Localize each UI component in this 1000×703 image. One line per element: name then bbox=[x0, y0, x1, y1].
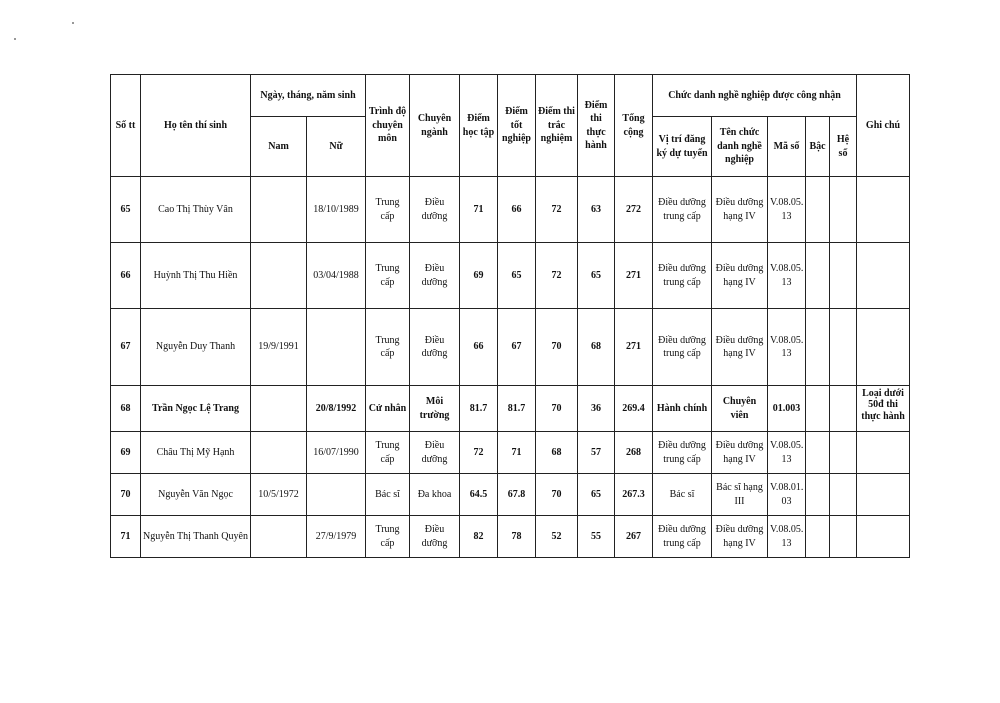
row-grad: 66 bbox=[498, 177, 536, 243]
row-note-text: Loại dưới 50đ thi thực hành bbox=[861, 387, 905, 422]
row-test: 68 bbox=[536, 432, 578, 474]
row-coef bbox=[830, 474, 857, 516]
row-title: Điều dưỡng hạng IV bbox=[712, 177, 768, 243]
row-level: Trung cấp bbox=[366, 243, 410, 309]
row-code: V.08.01. 03 bbox=[768, 474, 806, 516]
col-note: Ghi chú bbox=[857, 75, 910, 177]
row-grade bbox=[806, 474, 830, 516]
row-major: Điều dưỡng bbox=[410, 516, 460, 558]
row-grad: 81.7 bbox=[498, 386, 536, 432]
row-note bbox=[857, 309, 910, 386]
row-code: V.08.05. 13 bbox=[768, 177, 806, 243]
row-level: Cử nhân bbox=[366, 386, 410, 432]
col-title-name: Tên chức danh nghề nghiệp bbox=[712, 117, 768, 177]
row-level: Trung cấp bbox=[366, 516, 410, 558]
row-name: Trần Ngọc Lệ Trang bbox=[141, 386, 251, 432]
row-note bbox=[857, 386, 910, 432]
table-row bbox=[111, 243, 910, 309]
col-grade: Bậc bbox=[806, 117, 830, 177]
row-grade bbox=[806, 432, 830, 474]
col-practice-score: Điểm thi thực hành bbox=[578, 75, 615, 177]
row-total: 272 bbox=[615, 177, 653, 243]
scan-speck bbox=[72, 22, 74, 24]
row-test: 52 bbox=[536, 516, 578, 558]
row-study: 64.5 bbox=[460, 474, 498, 516]
row-dob-male bbox=[251, 386, 307, 432]
row-total: 271 bbox=[615, 243, 653, 309]
row-position: Điều dưỡng trung cấp bbox=[653, 432, 712, 474]
row-grad: 65 bbox=[498, 243, 536, 309]
col-dob: Ngày, tháng, năm sinh bbox=[251, 75, 366, 117]
table-row bbox=[111, 516, 910, 558]
row-code: 01.003 bbox=[768, 386, 806, 432]
col-position: Vị trí đăng ký dự tuyển bbox=[653, 117, 712, 177]
row-dob-male bbox=[251, 432, 307, 474]
row-dob-female bbox=[307, 309, 366, 386]
row-position: Hành chính bbox=[653, 386, 712, 432]
row-stt: 67 bbox=[111, 309, 141, 386]
row-total: 271 bbox=[615, 309, 653, 386]
col-study-score: Điểm học tập bbox=[460, 75, 498, 177]
row-major: Điều dưỡng bbox=[410, 309, 460, 386]
row-dob-male bbox=[251, 516, 307, 558]
row-name: Nguyễn Văn Ngọc bbox=[141, 474, 251, 516]
row-study: 66 bbox=[460, 309, 498, 386]
row-study: 82 bbox=[460, 516, 498, 558]
table-row bbox=[111, 177, 910, 243]
col-title-group: Chức danh nghề nghiệp được công nhận bbox=[653, 75, 857, 117]
row-practice: 55 bbox=[578, 516, 615, 558]
row-coef bbox=[830, 432, 857, 474]
row-code: V.08.05. 13 bbox=[768, 243, 806, 309]
results-table bbox=[110, 74, 910, 558]
row-grad: 67.8 bbox=[498, 474, 536, 516]
row-note bbox=[857, 474, 910, 516]
row-test: 70 bbox=[536, 386, 578, 432]
row-coef bbox=[830, 516, 857, 558]
row-dob-female: 20/8/1992 bbox=[307, 386, 366, 432]
col-total: Tổng cộng bbox=[615, 75, 653, 177]
row-position: Điều dưỡng trung cấp bbox=[653, 243, 712, 309]
row-note bbox=[857, 432, 910, 474]
row-coef bbox=[830, 177, 857, 243]
row-practice: 57 bbox=[578, 432, 615, 474]
row-stt: 68 bbox=[111, 386, 141, 432]
table-row bbox=[111, 432, 910, 474]
row-stt: 71 bbox=[111, 516, 141, 558]
row-major: Điều dưỡng bbox=[410, 177, 460, 243]
row-stt: 70 bbox=[111, 474, 141, 516]
row-practice: 65 bbox=[578, 243, 615, 309]
row-study: 71 bbox=[460, 177, 498, 243]
row-position: Bác sĩ bbox=[653, 474, 712, 516]
row-test: 72 bbox=[536, 243, 578, 309]
row-practice: 36 bbox=[578, 386, 615, 432]
row-practice: 68 bbox=[578, 309, 615, 386]
row-dob-male: 10/5/1972 bbox=[251, 474, 307, 516]
row-total: 267 bbox=[615, 516, 653, 558]
row-total: 269.4 bbox=[615, 386, 653, 432]
row-position: Điều dưỡng trung cấp bbox=[653, 177, 712, 243]
row-practice: 63 bbox=[578, 177, 615, 243]
row-title: Chuyên viên bbox=[712, 386, 768, 432]
table-row bbox=[111, 386, 910, 432]
row-dob-male: 19/9/1991 bbox=[251, 309, 307, 386]
row-dob-female bbox=[307, 474, 366, 516]
row-grad: 71 bbox=[498, 432, 536, 474]
col-male: Nam bbox=[251, 117, 307, 177]
row-coef bbox=[830, 243, 857, 309]
row-title: Điều dưỡng hạng IV bbox=[712, 243, 768, 309]
row-major: Môi trường bbox=[410, 386, 460, 432]
row-study: 69 bbox=[460, 243, 498, 309]
row-test: 70 bbox=[536, 474, 578, 516]
row-title: Bác sĩ hạng III bbox=[712, 474, 768, 516]
col-coef: Hệ số bbox=[830, 117, 857, 177]
col-major: Chuyên ngành bbox=[410, 75, 460, 177]
row-level: Trung cấp bbox=[366, 309, 410, 386]
scan-speck bbox=[14, 38, 16, 40]
row-stt: 65 bbox=[111, 177, 141, 243]
row-name: Châu Thị Mỹ Hạnh bbox=[141, 432, 251, 474]
row-dob-female: 18/10/1989 bbox=[307, 177, 366, 243]
row-grade bbox=[806, 177, 830, 243]
row-coef bbox=[830, 386, 857, 432]
row-major: Đa khoa bbox=[410, 474, 460, 516]
row-grade bbox=[806, 386, 830, 432]
col-code: Mã số bbox=[768, 117, 806, 177]
row-stt: 69 bbox=[111, 432, 141, 474]
row-dob-male bbox=[251, 243, 307, 309]
col-grad-score: Điểm tốt nghiệp bbox=[498, 75, 536, 177]
col-level: Trình độ chuyên môn bbox=[366, 75, 410, 177]
row-name: Huỳnh Thị Thu Hiền bbox=[141, 243, 251, 309]
row-grad: 78 bbox=[498, 516, 536, 558]
row-practice: 65 bbox=[578, 474, 615, 516]
row-coef bbox=[830, 309, 857, 386]
col-female: Nữ bbox=[307, 117, 366, 177]
row-title: Điều dưỡng hạng IV bbox=[712, 309, 768, 386]
row-note bbox=[857, 516, 910, 558]
row-grade bbox=[806, 516, 830, 558]
row-major: Điều dưỡng bbox=[410, 432, 460, 474]
row-name: Nguyễn Duy Thanh bbox=[141, 309, 251, 386]
table-row bbox=[111, 309, 910, 386]
row-test: 72 bbox=[536, 177, 578, 243]
row-code: V.08.05. 13 bbox=[768, 516, 806, 558]
row-grade bbox=[806, 309, 830, 386]
row-total: 267.3 bbox=[615, 474, 653, 516]
col-test-score: Điểm thi trắc nghiệm bbox=[536, 75, 578, 177]
table-row bbox=[111, 474, 910, 516]
row-study: 72 bbox=[460, 432, 498, 474]
row-level: Trung cấp bbox=[366, 432, 410, 474]
col-stt: Số tt bbox=[111, 75, 141, 177]
row-name: Nguyễn Thị Thanh Quyên bbox=[141, 516, 251, 558]
row-position: Điều dưỡng trung cấp bbox=[653, 516, 712, 558]
row-dob-female: 27/9/1979 bbox=[307, 516, 366, 558]
row-dob-female: 16/07/1990 bbox=[307, 432, 366, 474]
row-level: Bác sĩ bbox=[366, 474, 410, 516]
row-code: V.08.05. 13 bbox=[768, 309, 806, 386]
col-name: Họ tên thí sinh bbox=[141, 75, 251, 177]
row-code: V.08.05. 13 bbox=[768, 432, 806, 474]
row-test: 70 bbox=[536, 309, 578, 386]
row-title: Điều dưỡng hạng IV bbox=[712, 516, 768, 558]
row-dob-female: 03/04/1988 bbox=[307, 243, 366, 309]
row-note bbox=[857, 243, 910, 309]
row-grade bbox=[806, 243, 830, 309]
row-name: Cao Thị Thùy Vân bbox=[141, 177, 251, 243]
row-stt: 66 bbox=[111, 243, 141, 309]
row-note bbox=[857, 177, 910, 243]
row-position: Điều dưỡng trung cấp bbox=[653, 309, 712, 386]
row-dob-male bbox=[251, 177, 307, 243]
row-total: 268 bbox=[615, 432, 653, 474]
row-title: Điều dưỡng hạng IV bbox=[712, 432, 768, 474]
row-major: Điều dưỡng bbox=[410, 243, 460, 309]
row-grad: 67 bbox=[498, 309, 536, 386]
row-study: 81.7 bbox=[460, 386, 498, 432]
row-level: Trung cấp bbox=[366, 177, 410, 243]
